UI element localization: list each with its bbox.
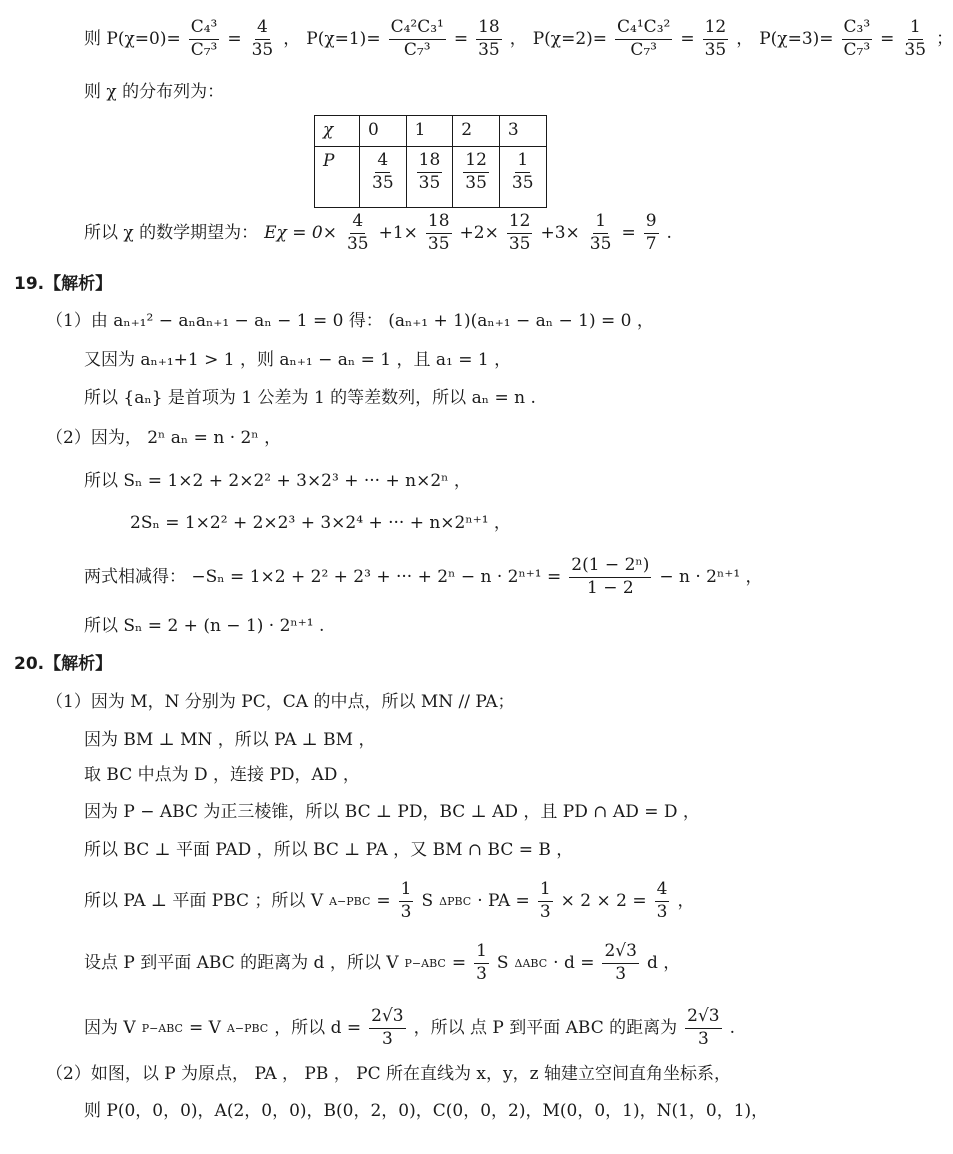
- distance-line: [84, 942, 680, 984]
- fraction-num: 1: [515, 151, 530, 173]
- solution-text: =: [451, 952, 467, 973]
- solution-text: ，所以 d =: [274, 1017, 362, 1038]
- table-cell: [453, 147, 500, 208]
- distribution-intro-text: 则 χ 的分布列为：: [84, 82, 225, 102]
- table-cell: [360, 147, 407, 208]
- term: +1×: [378, 222, 418, 243]
- subscript: P−ABC: [141, 1021, 183, 1035]
- fraction-den: 3: [615, 963, 627, 984]
- term: +3×: [540, 222, 580, 243]
- fraction-num: 18: [426, 212, 452, 234]
- fraction-den: 3: [539, 901, 551, 922]
- solution-text: · d =: [553, 952, 595, 973]
- fraction-den: 3: [697, 1028, 709, 1049]
- solution-line: [46, 430, 281, 447]
- section-heading-19-text: 19.【解析】: [14, 274, 113, 294]
- solution-line: [84, 1103, 768, 1120]
- solution-text: （1）由 aₙ₊₁² − aₙaₙ₊₁ − aₙ − 1 = 0 得： (aₙ₊₁ + 1)(aₙ₊₁ − aₙ − 1) = 0 ，: [46, 311, 654, 331]
- fraction-den: 3: [381, 1028, 393, 1049]
- fraction-num: 4: [350, 212, 365, 234]
- fraction: [588, 212, 614, 254]
- p3-value-num: 1: [908, 18, 923, 40]
- fraction-num: 1: [474, 942, 489, 964]
- solution-line: [46, 1066, 731, 1083]
- p3-value-den: 35: [904, 39, 927, 60]
- fraction-den: 3: [656, 901, 668, 922]
- table-fraction: [417, 151, 443, 193]
- solution-line: [84, 767, 360, 784]
- end-mark: .: [729, 1017, 736, 1038]
- p2-comb-den: C₇³: [630, 39, 657, 60]
- solution-text: 两式相减得： −Sₙ = 1×2 + 2² + 2³ + ··· + 2ⁿ − n · 2ⁿ⁺¹ =: [84, 566, 562, 587]
- fraction-num: 2(1 − 2ⁿ): [569, 556, 651, 578]
- solution-text: 所以 {aₙ} 是首项为 1 公差为 1 的等差数列，所以 aₙ = n .: [84, 388, 536, 408]
- solution-line: [130, 515, 511, 532]
- table-cell: 3: [499, 116, 546, 147]
- table-cell: 0: [360, 116, 407, 147]
- fraction: [507, 212, 533, 254]
- solution-text: − n · 2ⁿ⁺¹ ，: [659, 566, 763, 587]
- fraction-den: 3: [400, 901, 412, 922]
- fraction-num: 12: [507, 212, 533, 234]
- p3-eq: =: [880, 28, 895, 49]
- fraction: [602, 942, 638, 984]
- fraction-den: 35: [372, 172, 394, 193]
- solution-text: 又因为 aₙ₊₁+1 > 1 ，则 aₙ₊₁ − aₙ = 1 ，且 a₁ = 1 ，: [84, 350, 512, 370]
- fraction: [474, 942, 489, 984]
- solution-text: S: [496, 952, 509, 973]
- table-fraction: [370, 151, 396, 193]
- solution-text: 则 P(0，0，0)，A(2，0，0)，B(0，2，0)，C(0，0，2)，M(0，0，1)，N(1，0，1)，: [84, 1101, 769, 1121]
- term: +2×: [459, 222, 499, 243]
- fraction-den: 35: [465, 172, 487, 193]
- solution-text: 所以 Sₙ = 2 + (n − 1) · 2ⁿ⁺¹ .: [84, 616, 325, 636]
- solution-line: [84, 390, 536, 407]
- p0-comb-fraction: [189, 18, 220, 60]
- p0-value-num: 4: [255, 18, 270, 40]
- subscript: A−PBC: [226, 1021, 269, 1035]
- p3-comb-den: C₇³: [843, 39, 871, 60]
- end-mark: d ，: [646, 952, 681, 973]
- p2-value-num: 12: [703, 18, 729, 40]
- fraction: [538, 880, 553, 922]
- fraction-num: 1: [399, 880, 414, 902]
- solution-text: （1）因为 M，N 分别为 PC，CA 的中点，所以 MN // PA；: [46, 692, 515, 712]
- solution-line: [84, 842, 573, 859]
- section-heading-20-text: 20.【解析】: [14, 654, 113, 674]
- solution-line: [84, 352, 511, 369]
- subtraction-line: [84, 556, 763, 598]
- solution-text: 所以 PA ⊥ 平面 PBC ；所以 V: [84, 890, 324, 911]
- fraction-den: 35: [511, 172, 534, 193]
- fraction: [655, 880, 670, 922]
- equal-volume-line: [84, 1007, 735, 1049]
- table-cell: [406, 147, 453, 208]
- expectation-start: Eχ = 0×: [264, 222, 337, 243]
- p0-comb-den: C₇³: [190, 39, 218, 60]
- fraction-den: 3: [476, 963, 487, 984]
- p2-value-den: 35: [704, 39, 727, 60]
- solution-text: · PA =: [477, 890, 530, 911]
- table-cell: χ: [315, 116, 360, 147]
- distribution-intro: [84, 84, 224, 101]
- fraction-num: 12: [463, 151, 489, 173]
- table-cell: P: [315, 147, 360, 208]
- solution-text: × 2 × 2 =: [560, 890, 647, 911]
- section-heading-20: [14, 656, 112, 673]
- p2-lhs: P(χ=2)=: [532, 28, 608, 49]
- solution-line: [84, 473, 471, 490]
- solution-text: 所以 BC ⊥ 平面 PAD ，所以 BC ⊥ PA ，又 BM ∩ BC = B ，: [84, 840, 574, 860]
- p0-value-fraction: [250, 18, 276, 60]
- solution-text: （2）如图，以 P 为原点， PA ， PB ， PC 所在直线为 x，y，z 轴建立空间直角坐标系，: [46, 1064, 731, 1084]
- p3-comb-num: C₃³: [842, 18, 873, 40]
- table-cell: 2: [453, 116, 500, 147]
- solution-text: 取 BC 中点为 D ，连接 PD，AD ，: [84, 765, 360, 785]
- fraction: [345, 212, 371, 254]
- fraction-num: 9: [644, 212, 659, 234]
- p1-value-den: 35: [478, 39, 500, 60]
- fraction-den: 35: [589, 233, 612, 254]
- solution-line: [84, 618, 324, 635]
- fraction: [685, 1007, 721, 1049]
- solution-text: = V: [188, 1017, 221, 1038]
- fraction-num: 18: [417, 151, 443, 173]
- p1-comb-num: C₄²C₃¹: [389, 18, 446, 40]
- fraction: [644, 212, 659, 254]
- solution-text: 因为 P − ABC 为正三棱锥，所以 BC ⊥ PD，BC ⊥ AD ，且 PD ∩ AD = D ，: [84, 802, 700, 822]
- fraction-num: 4: [375, 151, 390, 173]
- p1-lhs: P(χ=1)=: [306, 28, 381, 49]
- p1-comb-fraction: [389, 18, 446, 60]
- fraction-den: 35: [508, 233, 531, 254]
- fraction-num: 2√3: [685, 1007, 721, 1029]
- p2-comb-num: C₄¹C₃²: [615, 18, 672, 40]
- fraction-den: 35: [427, 233, 450, 254]
- solution-text: 因为 V: [84, 1017, 136, 1038]
- p1-comb-den: C₇³: [403, 39, 431, 60]
- solution-text: 所以 Sₙ = 1×2 + 2×2² + 3×2³ + ··· + n×2ⁿ ，: [84, 471, 471, 491]
- section-heading-19: [14, 276, 112, 293]
- fraction-den: 1 − 2: [586, 577, 634, 598]
- fraction: [369, 1007, 405, 1049]
- fraction-num: 2√3: [602, 942, 638, 964]
- table-row: [315, 147, 547, 208]
- table-cell: [499, 147, 546, 208]
- p3-lhs: P(χ=3)=: [759, 28, 834, 49]
- fraction-den: 7: [645, 233, 657, 254]
- subscript: P−ABC: [404, 956, 446, 970]
- p2-value-fraction: [703, 18, 729, 60]
- fraction: [399, 880, 414, 922]
- solution-line: [46, 694, 515, 711]
- fraction-num: 4: [655, 880, 670, 902]
- volume-line: [84, 880, 694, 922]
- fraction-num: 1: [593, 212, 608, 234]
- term: =: [621, 222, 636, 243]
- solution-text: （2）因为， 2ⁿ aₙ = n · 2ⁿ ，: [46, 428, 282, 448]
- p1-value-fraction: [476, 18, 502, 60]
- fraction: [569, 556, 651, 598]
- fraction-num: 1: [538, 880, 553, 902]
- p0-comb-num: C₄³: [189, 18, 220, 40]
- solution-text: S: [421, 890, 434, 911]
- p2-eq: =: [680, 28, 695, 49]
- solution-line: [84, 804, 700, 821]
- fraction: [426, 212, 452, 254]
- subscript: ΔABC: [514, 956, 548, 970]
- fraction-den: 35: [418, 172, 441, 193]
- table-fraction: [463, 151, 489, 193]
- table-fraction: [510, 151, 536, 193]
- subscript: A−PBC: [329, 894, 371, 908]
- p2-comb-fraction: [615, 18, 672, 60]
- distribution-table: [314, 115, 547, 208]
- end-mark: .: [666, 222, 672, 243]
- solution-text: =: [376, 890, 391, 911]
- p0-lhs: 则 P(χ=0)=: [84, 28, 181, 49]
- table-row: [315, 116, 547, 147]
- sep: ，: [283, 28, 301, 49]
- p1-value-num: 18: [476, 18, 502, 40]
- table-cell: 1: [406, 116, 453, 147]
- solution-text: 因为 BM ⊥ MN ，所以 PA ⊥ BM ，: [84, 730, 376, 750]
- solution-text: 2Sₙ = 1×2² + 2×2³ + 3×2⁴ + ··· + n×2ⁿ⁺¹ ，: [130, 513, 511, 533]
- subscript: ΔPBC: [439, 894, 472, 908]
- solution-line: [46, 313, 654, 330]
- solution-text: ，所以 点 P 到平面 ABC 的距离为: [413, 1017, 678, 1038]
- end-mark: ；: [936, 28, 953, 49]
- sep: ，: [736, 28, 754, 49]
- fraction-num: 2√3: [369, 1007, 405, 1029]
- p0-value-den: 35: [251, 39, 274, 60]
- solution-text: 设点 P 到平面 ABC 的距离为 d ，所以 V: [84, 952, 399, 973]
- p3-value-fraction: [902, 18, 928, 60]
- sep: ，: [509, 28, 527, 49]
- p3-comb-fraction: [842, 18, 873, 60]
- expectation-prefix: 所以 χ 的数学期望为：: [84, 222, 259, 243]
- end-mark: ，: [677, 890, 695, 911]
- probability-line: [84, 18, 953, 60]
- solution-line: [84, 732, 375, 749]
- p1-eq: =: [453, 28, 469, 49]
- p0-eq: =: [227, 28, 242, 49]
- expectation-line: [84, 212, 672, 254]
- fraction-den: 35: [346, 233, 369, 254]
